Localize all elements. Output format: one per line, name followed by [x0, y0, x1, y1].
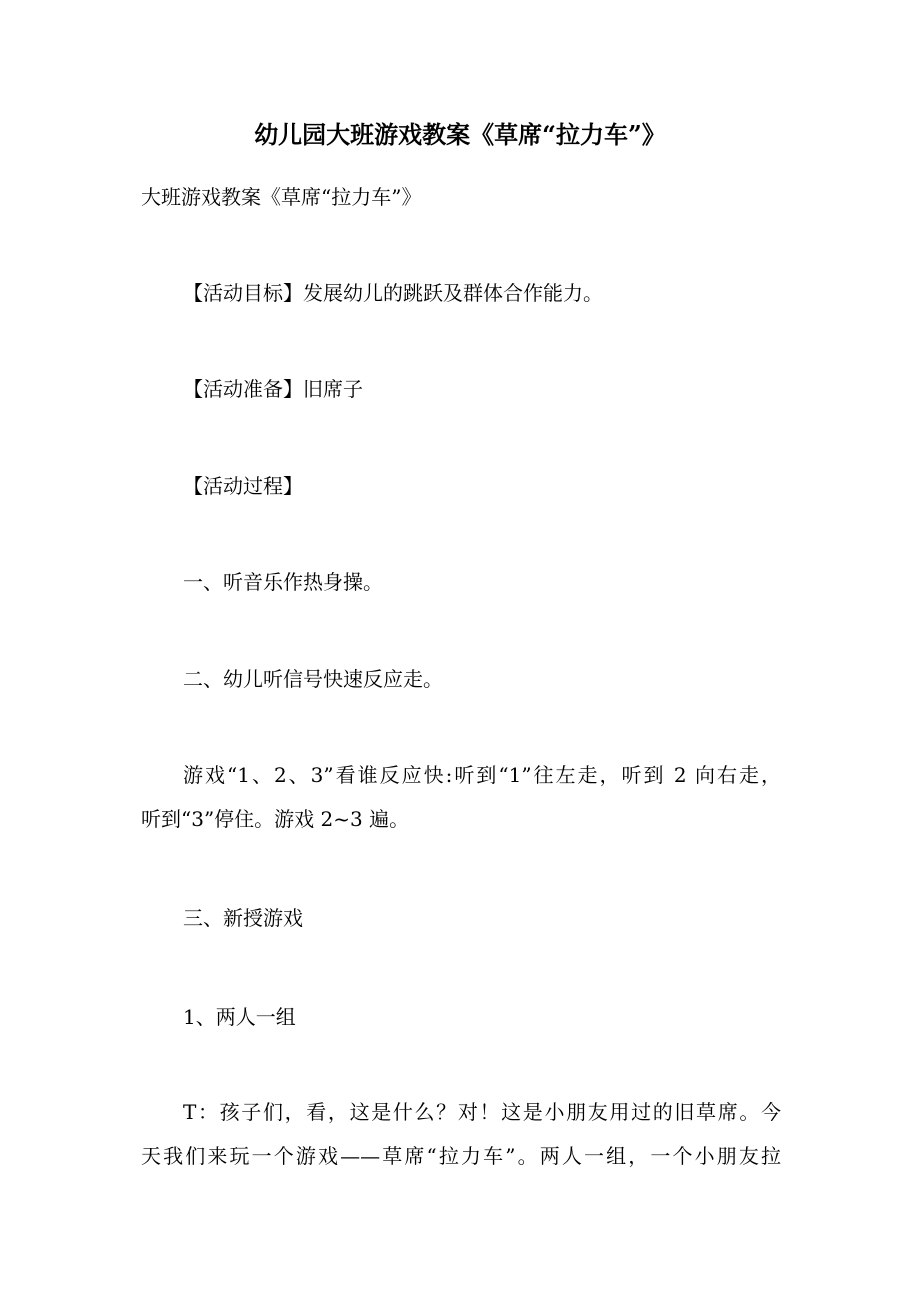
paragraph-step-one: 一、听音乐作热身操。	[183, 570, 383, 594]
paragraph-sub-step-one: 1、两人一组	[183, 1005, 296, 1029]
document-subtitle: 大班游戏教案《草席“拉力车”》	[141, 185, 422, 209]
paragraph-teacher-line-1: T：孩子们，看，这是什么？对！这是小朋友用过的旧草席。今	[183, 1100, 781, 1124]
paragraph-activity-preparation: 【活动准备】旧席子	[183, 377, 363, 401]
paragraph-activity-process: 【活动过程】	[183, 474, 303, 498]
document-title: 幼儿园大班游戏教案《草席“拉力车”》	[254, 120, 666, 149]
paragraph-game-line-2: 听到“3”停住。游戏 2~3 遍。	[141, 807, 410, 831]
paragraph-game-line-1: 游戏“1、2、3”看谁反应快:听到“1”往左走，听到 2 向右走，	[183, 763, 781, 787]
paragraph-step-two: 二、幼儿听信号快速反应走。	[183, 667, 443, 691]
paragraph-step-three: 三、新授游戏	[183, 906, 303, 930]
paragraph-teacher-line-2: 天我们来玩一个游戏——草席“拉力车”。两人一组，一个小朋友拉	[141, 1144, 781, 1168]
paragraph-activity-goal: 【活动目标】发展幼儿的跳跃及群体合作能力。	[183, 281, 603, 305]
